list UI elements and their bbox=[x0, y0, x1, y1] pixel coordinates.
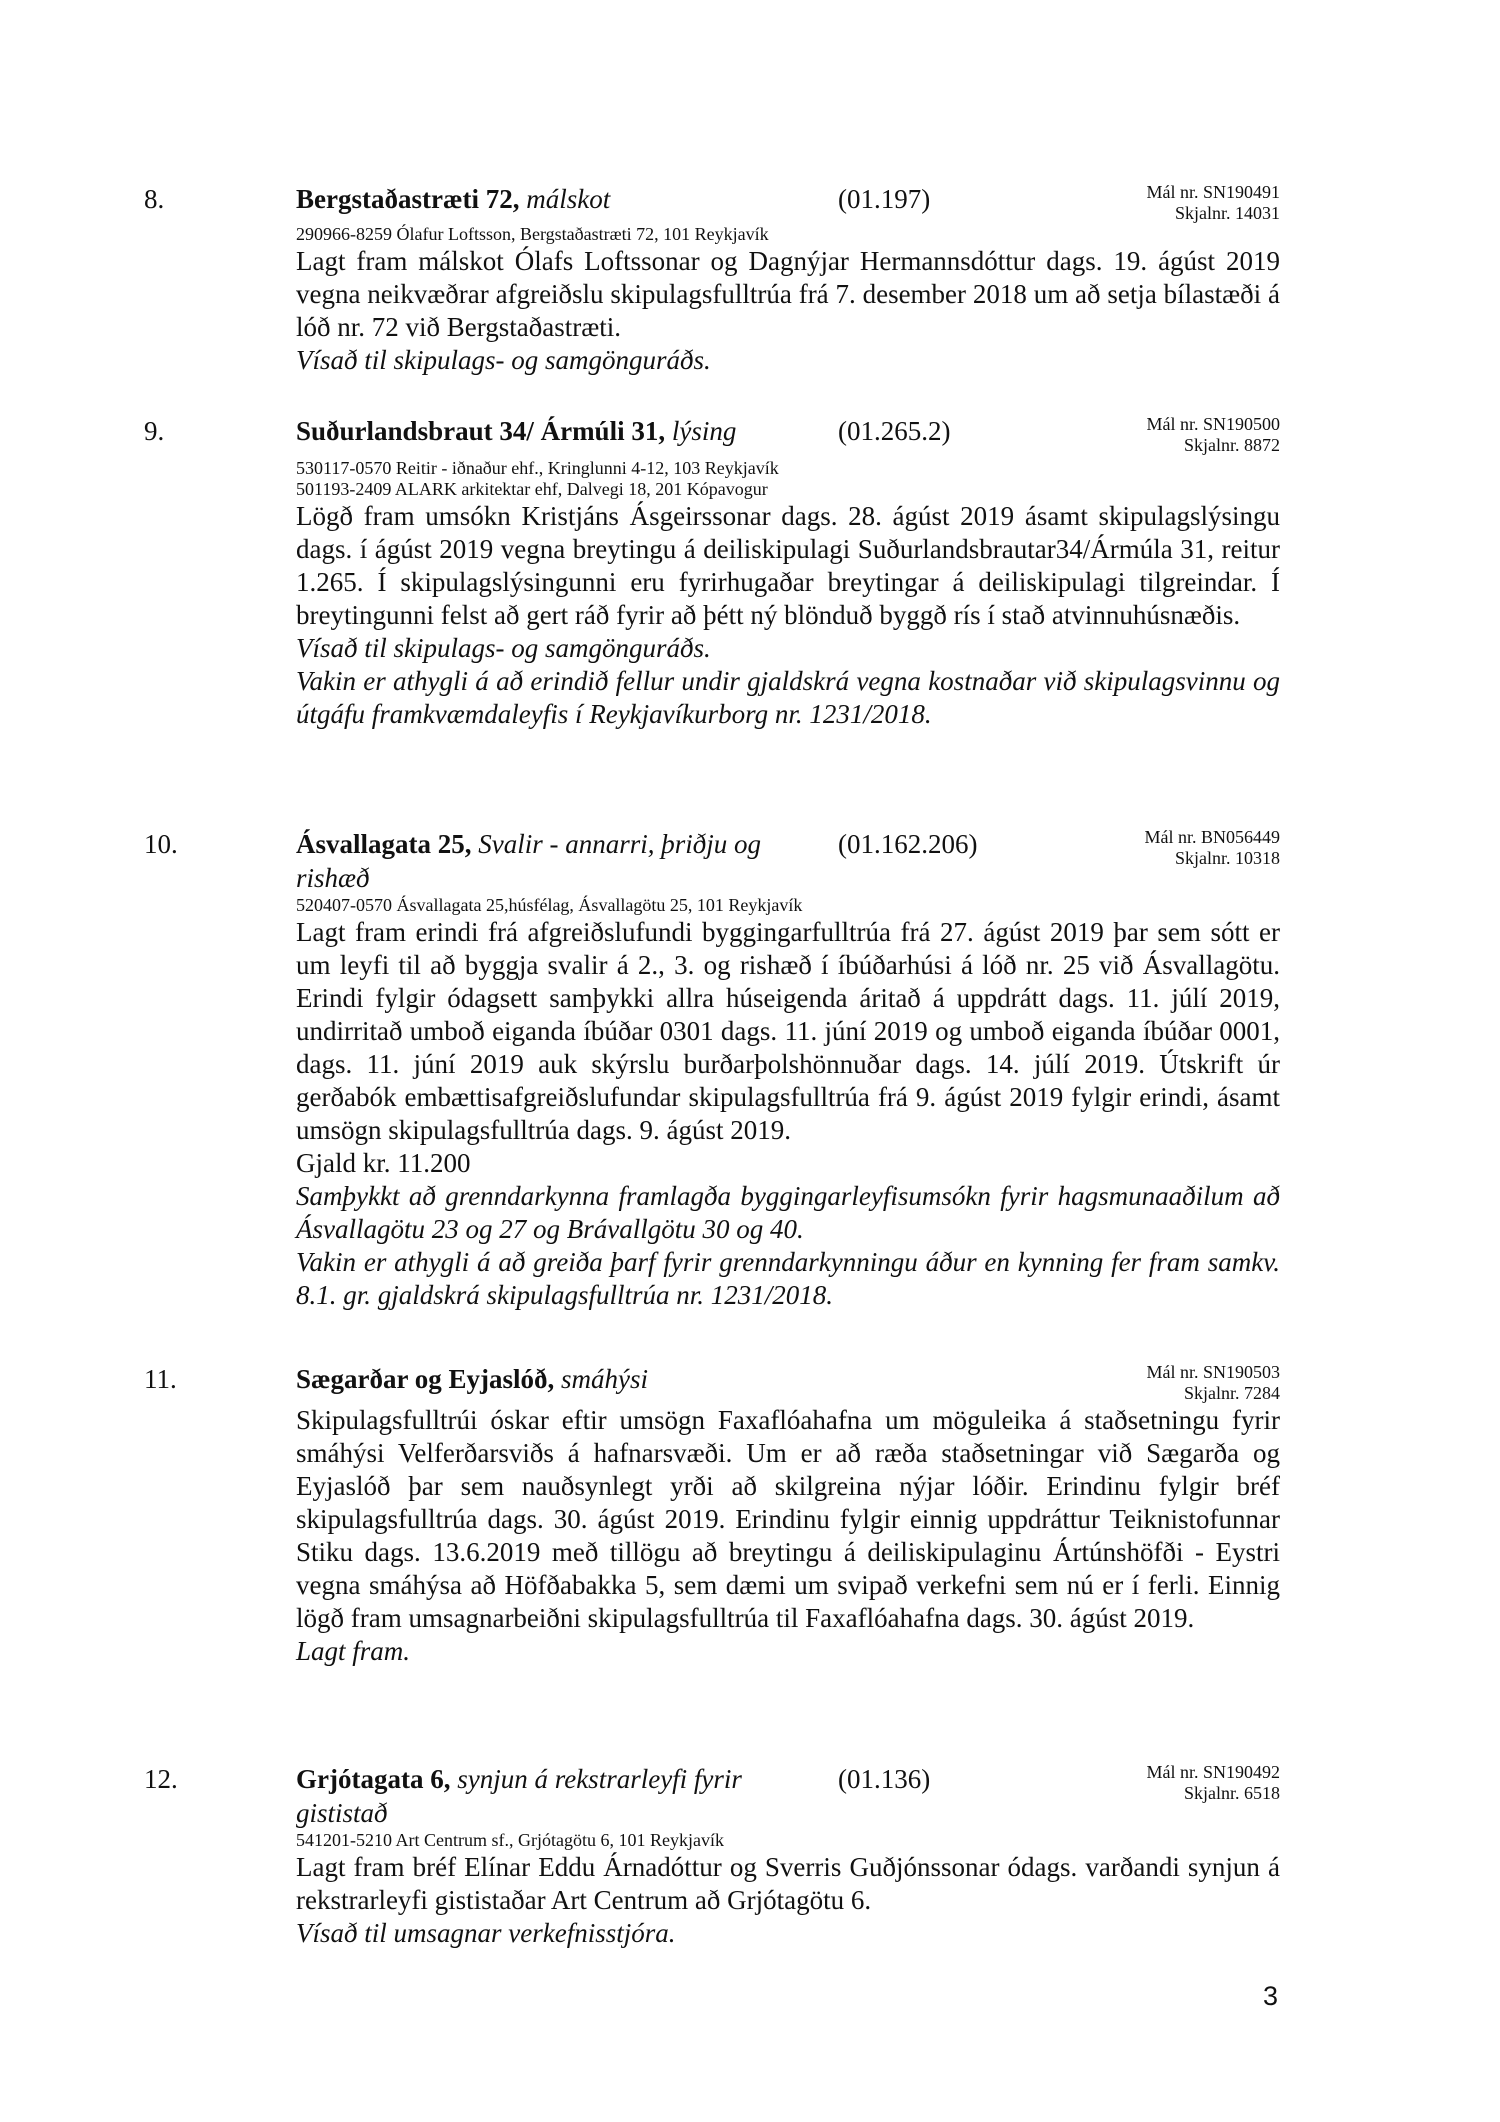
case-number-block bbox=[1146, 414, 1280, 456]
item-header bbox=[240, 182, 1280, 223]
item-title bbox=[296, 1762, 826, 1830]
item-subject: smáhýsi bbox=[561, 1364, 649, 1394]
document-number: Skjalnr. 6518 bbox=[1183, 1783, 1280, 1803]
item-text: Lagt fram erindi frá afgreiðslufundi byggingarfulltrúa frá 27. ágúst 2019 þar sem sótt er um leyfi til að byggja svalir á 2., 3. og rishæð í íbúðarhúsi á lóð nr. 25 við Ásvallagötu. Erindi fylgir ódagsett samþykki allra húseigenda áritað á uppdrátt dags. 11. júlí 2019, undirritað umboð eiganda íbúðar 0301 dags. 11. júní 2019 og umboð eiganda íbúðar 0001, dags. 11. júní 2019 auk skýrslu burðarþolshönnuðar dags. 14. júlí 2019. Útskrift úr gerðabók embættisafgreiðslufundar skipulagsfulltrúa frá 9. ágúst 2019 fylgir erindi, ásamt umsögn skipulagsfulltrúa dags. 9. ágúst 2019. bbox=[296, 917, 1280, 1145]
item-conclusion: Vísað til skipulags- og samgönguráðs. bbox=[296, 633, 711, 663]
item-address: Bergstaðastræti 72, bbox=[296, 184, 520, 214]
owner-line: 541201-5210 Art Centrum sf., Grjótagötu 6, 101 Reykjavík bbox=[296, 1830, 724, 1850]
item-conclusion: Vísað til umsagnar verkefnisstjóra. bbox=[296, 1918, 676, 1948]
item-title bbox=[296, 1362, 816, 1396]
item-header bbox=[240, 827, 1280, 895]
item-land-ref: (01.136) bbox=[838, 1764, 931, 1794]
item-land-ref: (01.162.206) bbox=[838, 829, 978, 859]
item-conclusion: Samþykkt að grenndarkynna framlagða byggingarleyfisumsókn fyrir hagsmunaaðilum að Ásvallagötu 23 og 27 og Brávallgötu 30 og 40. bbox=[296, 1181, 1280, 1244]
item-number: 12. bbox=[144, 1764, 178, 1794]
item-body bbox=[296, 245, 1280, 377]
item-address: Sægarðar og Eyjaslóð, bbox=[296, 1364, 555, 1394]
agenda-item-10 bbox=[144, 827, 1280, 1312]
owner-line: 501193-2409 ALARK arkitektar ehf, Dalvegi 18, 201 Kópavogur bbox=[296, 479, 768, 499]
item-text: Skipulagsfulltrúi óskar eftir umsögn Faxaflóahafna um möguleika á staðsetningu fyrir smáhýsi Velferðarsviðs á hafnarsvæði. Um er að ræða staðsetningar við Sægarða og Eyjaslóð þar sem nauðsynlegt yrði að skilgreina nýjar lóðir. Erindinu fylgir bréf skipulagsfulltrúa dags. 30. ágúst 2019. Erindinu fylgir einnig uppdráttur Teiknistofunnar Stiku dags. 13.6.2019 með tillögu að breytingu á deiliskipulaginu Ártúnshöfði - Eystri vegna smáhýsa að Höfðabakka 5, sem dæmi um svipað verkefni sem nú er í ferli. Einnig lögð fram umsagnarbeiðni skipulagsfulltrúa til Faxaflóahafna dags. 30. ágúst 2019. bbox=[296, 1405, 1280, 1633]
owner-line: 290966-8259 Ólafur Loftsson, Bergstaðastræti 72, 101 Reykjavík bbox=[296, 224, 769, 244]
owner-line: 520407-0570 Ásvallagata 25,húsfélag, Ásvallagötu 25, 101 Reykjavík bbox=[296, 895, 803, 915]
item-text: Lögð fram umsókn Kristjáns Ásgeirssonar dags. 28. ágúst 2019 ásamt skipulagslýsingu dags. í ágúst 2019 vegna breytingu á deiliskipulagi Suðurlandsbrautar34/Ármúla 31, reitur 1.265. Í skipulagslýsingunni eru fyrirhugaðar breytingar á deiliskipulagi tilgreindar. Í breytingunni felst að gert ráð fyrir að þétt ný blönduð byggð rís í stað atvinnuhúsnæðis. bbox=[296, 501, 1280, 630]
item-subject: lýsing bbox=[671, 416, 737, 446]
item-body bbox=[296, 500, 1280, 731]
document-number: Skjalnr. 7284 bbox=[1183, 1383, 1280, 1403]
case-number-block bbox=[1146, 182, 1280, 224]
document-number: Skjalnr. 10318 bbox=[1174, 848, 1280, 868]
item-text: Lagt fram bréf Elínar Eddu Árnadóttur og Sverris Guðjónssonar ódags. varðandi synjun á rekstrarleyfi gististaðar Art Centrum að Grjótagötu 6. bbox=[296, 1852, 1280, 1915]
item-title bbox=[296, 414, 816, 448]
item-note: Vakin er athygli á að erindið fellur undir gjaldskrá vegna kostnaðar við skipulagsvinnu og útgáfu framkvæmdaleyfis í Reykjavíkurborg nr. 1231/2018. bbox=[296, 666, 1280, 729]
case-number-block bbox=[1146, 1762, 1280, 1804]
case-number: Mál nr. SN190491 bbox=[1146, 182, 1280, 202]
case-number: Mál nr. SN190503 bbox=[1146, 1362, 1280, 1382]
item-header bbox=[240, 1762, 1280, 1830]
case-number: Mál nr. SN190500 bbox=[1146, 414, 1280, 434]
item-fee: Gjald kr. 11.200 bbox=[296, 1148, 471, 1178]
document-number: Skjalnr. 8872 bbox=[1183, 435, 1280, 455]
item-conclusion: Vísað til skipulags- og samgönguráðs. bbox=[296, 345, 711, 375]
item-address: Grjótagata 6, bbox=[296, 1764, 451, 1794]
item-title bbox=[296, 827, 826, 895]
page-number: 3 bbox=[1262, 1981, 1278, 2011]
item-number: 10. bbox=[144, 829, 178, 859]
item-subject: synjun á rekstrarleyfi fyrir gististað bbox=[296, 1764, 742, 1828]
item-subject: Svalir - annarri, þriðju og rishæð bbox=[296, 829, 762, 893]
item-header bbox=[240, 1362, 1280, 1403]
case-number-block bbox=[1144, 827, 1280, 869]
item-number: 9. bbox=[144, 416, 165, 446]
agenda-item-11 bbox=[144, 1362, 1280, 1668]
item-land-ref: (01.197) bbox=[838, 184, 931, 214]
item-conclusion: Lagt fram. bbox=[296, 1636, 411, 1666]
item-land-ref: (01.265.2) bbox=[838, 416, 951, 446]
agenda-item-12 bbox=[144, 1762, 1280, 1950]
item-number: 11. bbox=[144, 1364, 177, 1394]
item-header bbox=[240, 414, 1280, 455]
case-number-block bbox=[1146, 1362, 1280, 1404]
item-title bbox=[296, 182, 816, 216]
item-body bbox=[296, 1404, 1280, 1668]
owner-line: 530117-0570 Reitir - iðnaður ehf., Kringlunni 4-12, 103 Reykjavík bbox=[296, 458, 779, 478]
agenda-item-9 bbox=[144, 414, 1280, 731]
item-address: Suðurlandsbraut 34/ Ármúli 31, bbox=[296, 416, 666, 446]
document-number: Skjalnr. 14031 bbox=[1174, 203, 1280, 223]
case-number: Mál nr. SN190492 bbox=[1146, 1762, 1280, 1782]
item-body bbox=[296, 916, 1280, 1312]
agenda-item-8 bbox=[144, 182, 1280, 377]
item-subject: málskot bbox=[526, 184, 611, 214]
case-number: Mál nr. BN056449 bbox=[1144, 827, 1280, 847]
item-number: 8. bbox=[144, 184, 165, 214]
item-address: Ásvallagata 25, bbox=[296, 829, 472, 859]
item-body bbox=[296, 1851, 1280, 1950]
item-note: Vakin er athygli á að greiða þarf fyrir grenndarkynningu áður en kynning fer fram samkv. 8.1. gr. gjaldskrá skipulagsfulltrúa nr. 1231/2018. bbox=[296, 1247, 1280, 1310]
item-text: Lagt fram málskot Ólafs Loftssonar og Dagnýjar Hermannsdóttur dags. 19. ágúst 2019 vegna neikvæðrar afgreiðslu skipulagsfulltrúa frá 7. desember 2018 um að setja bílastæði á lóð nr. 72 við Bergstaðastræti. bbox=[296, 246, 1280, 342]
